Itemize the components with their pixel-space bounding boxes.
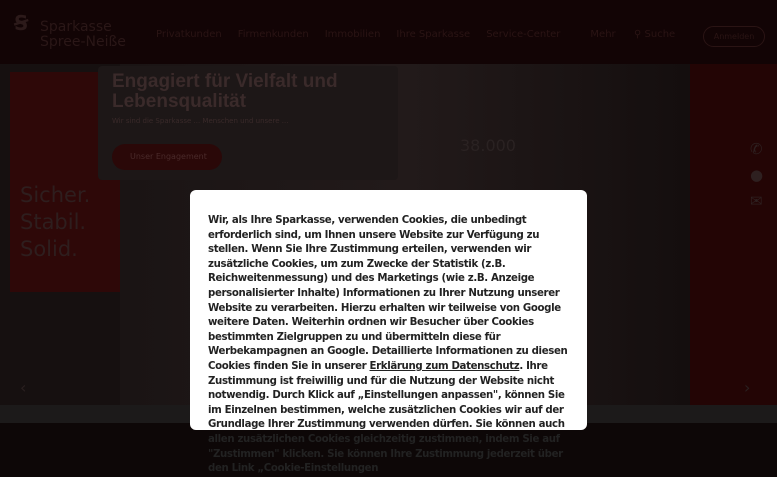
teaser-button[interactable]: Unser Engagement — [112, 144, 222, 170]
teaser-card — [98, 66, 398, 180]
site-header — [0, 0, 777, 64]
main-nav — [156, 29, 616, 40]
cheque-amount: 38.000 — [460, 136, 516, 155]
slogan-line: Solid. — [20, 237, 78, 261]
search-icon: ⚲ — [634, 29, 645, 40]
cookie-consent-dialog — [190, 190, 587, 475]
cookie-text-part: Wir, als Ihre Sparkasse, verwenden Cookies, die unbedingt erforderlich sind, um Ihnen unsere Website zur Verfügung zu stellen. Wenn Sie Ihre Zustimmung erteilen, verwenden wir zusätzliche Cookies, um zum Zwecke der Statistik (z.B. Reichweitenmessung) und des Marketings (wie z.B. Anzeige personalisierter Inhalte) Informationen zu Ihrer Nutzung unserer Website zu verarbeiten. Hierzu erhalten wir teilweise von Google weitere Daten. Weiterhin ordnen wir Besucher über Cookies bestimmten Zielgruppen zu und übermitteln diese für Werbekampagnen an Google. Detaillierte Informationen zu diesen Cookies finden Sie in unserer — [208, 215, 568, 372]
hero-banner-right — [690, 64, 777, 405]
sparkasse-logo-icon[interactable]: Ꞩ — [14, 11, 29, 35]
prev-slide-icon[interactable]: ‹ — [20, 378, 27, 397]
nav-immobilien[interactable]: Immobilien — [324, 29, 381, 40]
mail-icon[interactable]: ✉ — [750, 192, 763, 210]
nav-privatkunden[interactable]: Privatkunden — [156, 29, 222, 40]
cookie-text — [208, 214, 570, 477]
cookie-text-part: . Ihre Zustimmung ist freiwillig und für die Nutzung der Website nicht notwendig. Durch Klick auf „Einstellungen anpassen", können Sie im Einzelnen bestimmen, welche zusätzlichen Cookies wir auf der Grundlage Ihrer Zustimmung verwenden dürfen. Sie können auch allen zusätzlichen Cookies gleichzeitig zustimmen, indem Sie auf "Zustimmen" klicken. Sie können Ihre Zustimmung jederzeit über den Link „Cookie-Einstellungen — [208, 360, 565, 475]
login-button[interactable]: Anmelden — [703, 26, 765, 47]
teaser-title: Engagiert für Vielfalt und Lebensqualität — [112, 71, 338, 112]
slogan-line: Stabil. — [20, 210, 87, 234]
teaser-text: Wir sind die Sparkasse ... Menschen und unsere ... — [112, 117, 289, 125]
next-slide-icon[interactable]: › — [744, 378, 751, 397]
logo-text[interactable] — [40, 20, 126, 50]
nav-service-center[interactable]: Service-Center — [486, 29, 561, 40]
slogan-line: Sicher. — [20, 183, 91, 207]
privacy-link[interactable]: Erklärung zum Datenschutz — [369, 360, 520, 372]
contact-icons — [750, 140, 763, 210]
search-button[interactable] — [634, 29, 675, 40]
nav-ihre-sparkasse[interactable]: Ihre Sparkasse — [396, 29, 471, 40]
logo-line-1: Sparkasse — [40, 19, 112, 35]
search-label: Suche — [644, 29, 676, 40]
nav-more[interactable]: Mehr — [590, 29, 616, 40]
phone-icon[interactable]: ✆ — [750, 140, 763, 158]
logo-line-2: Spree-Neiße — [40, 34, 126, 50]
hero-slogan — [20, 182, 90, 263]
chat-icon[interactable]: ● — [750, 166, 764, 184]
nav-firmenkunden[interactable]: Firmenkunden — [237, 29, 309, 40]
